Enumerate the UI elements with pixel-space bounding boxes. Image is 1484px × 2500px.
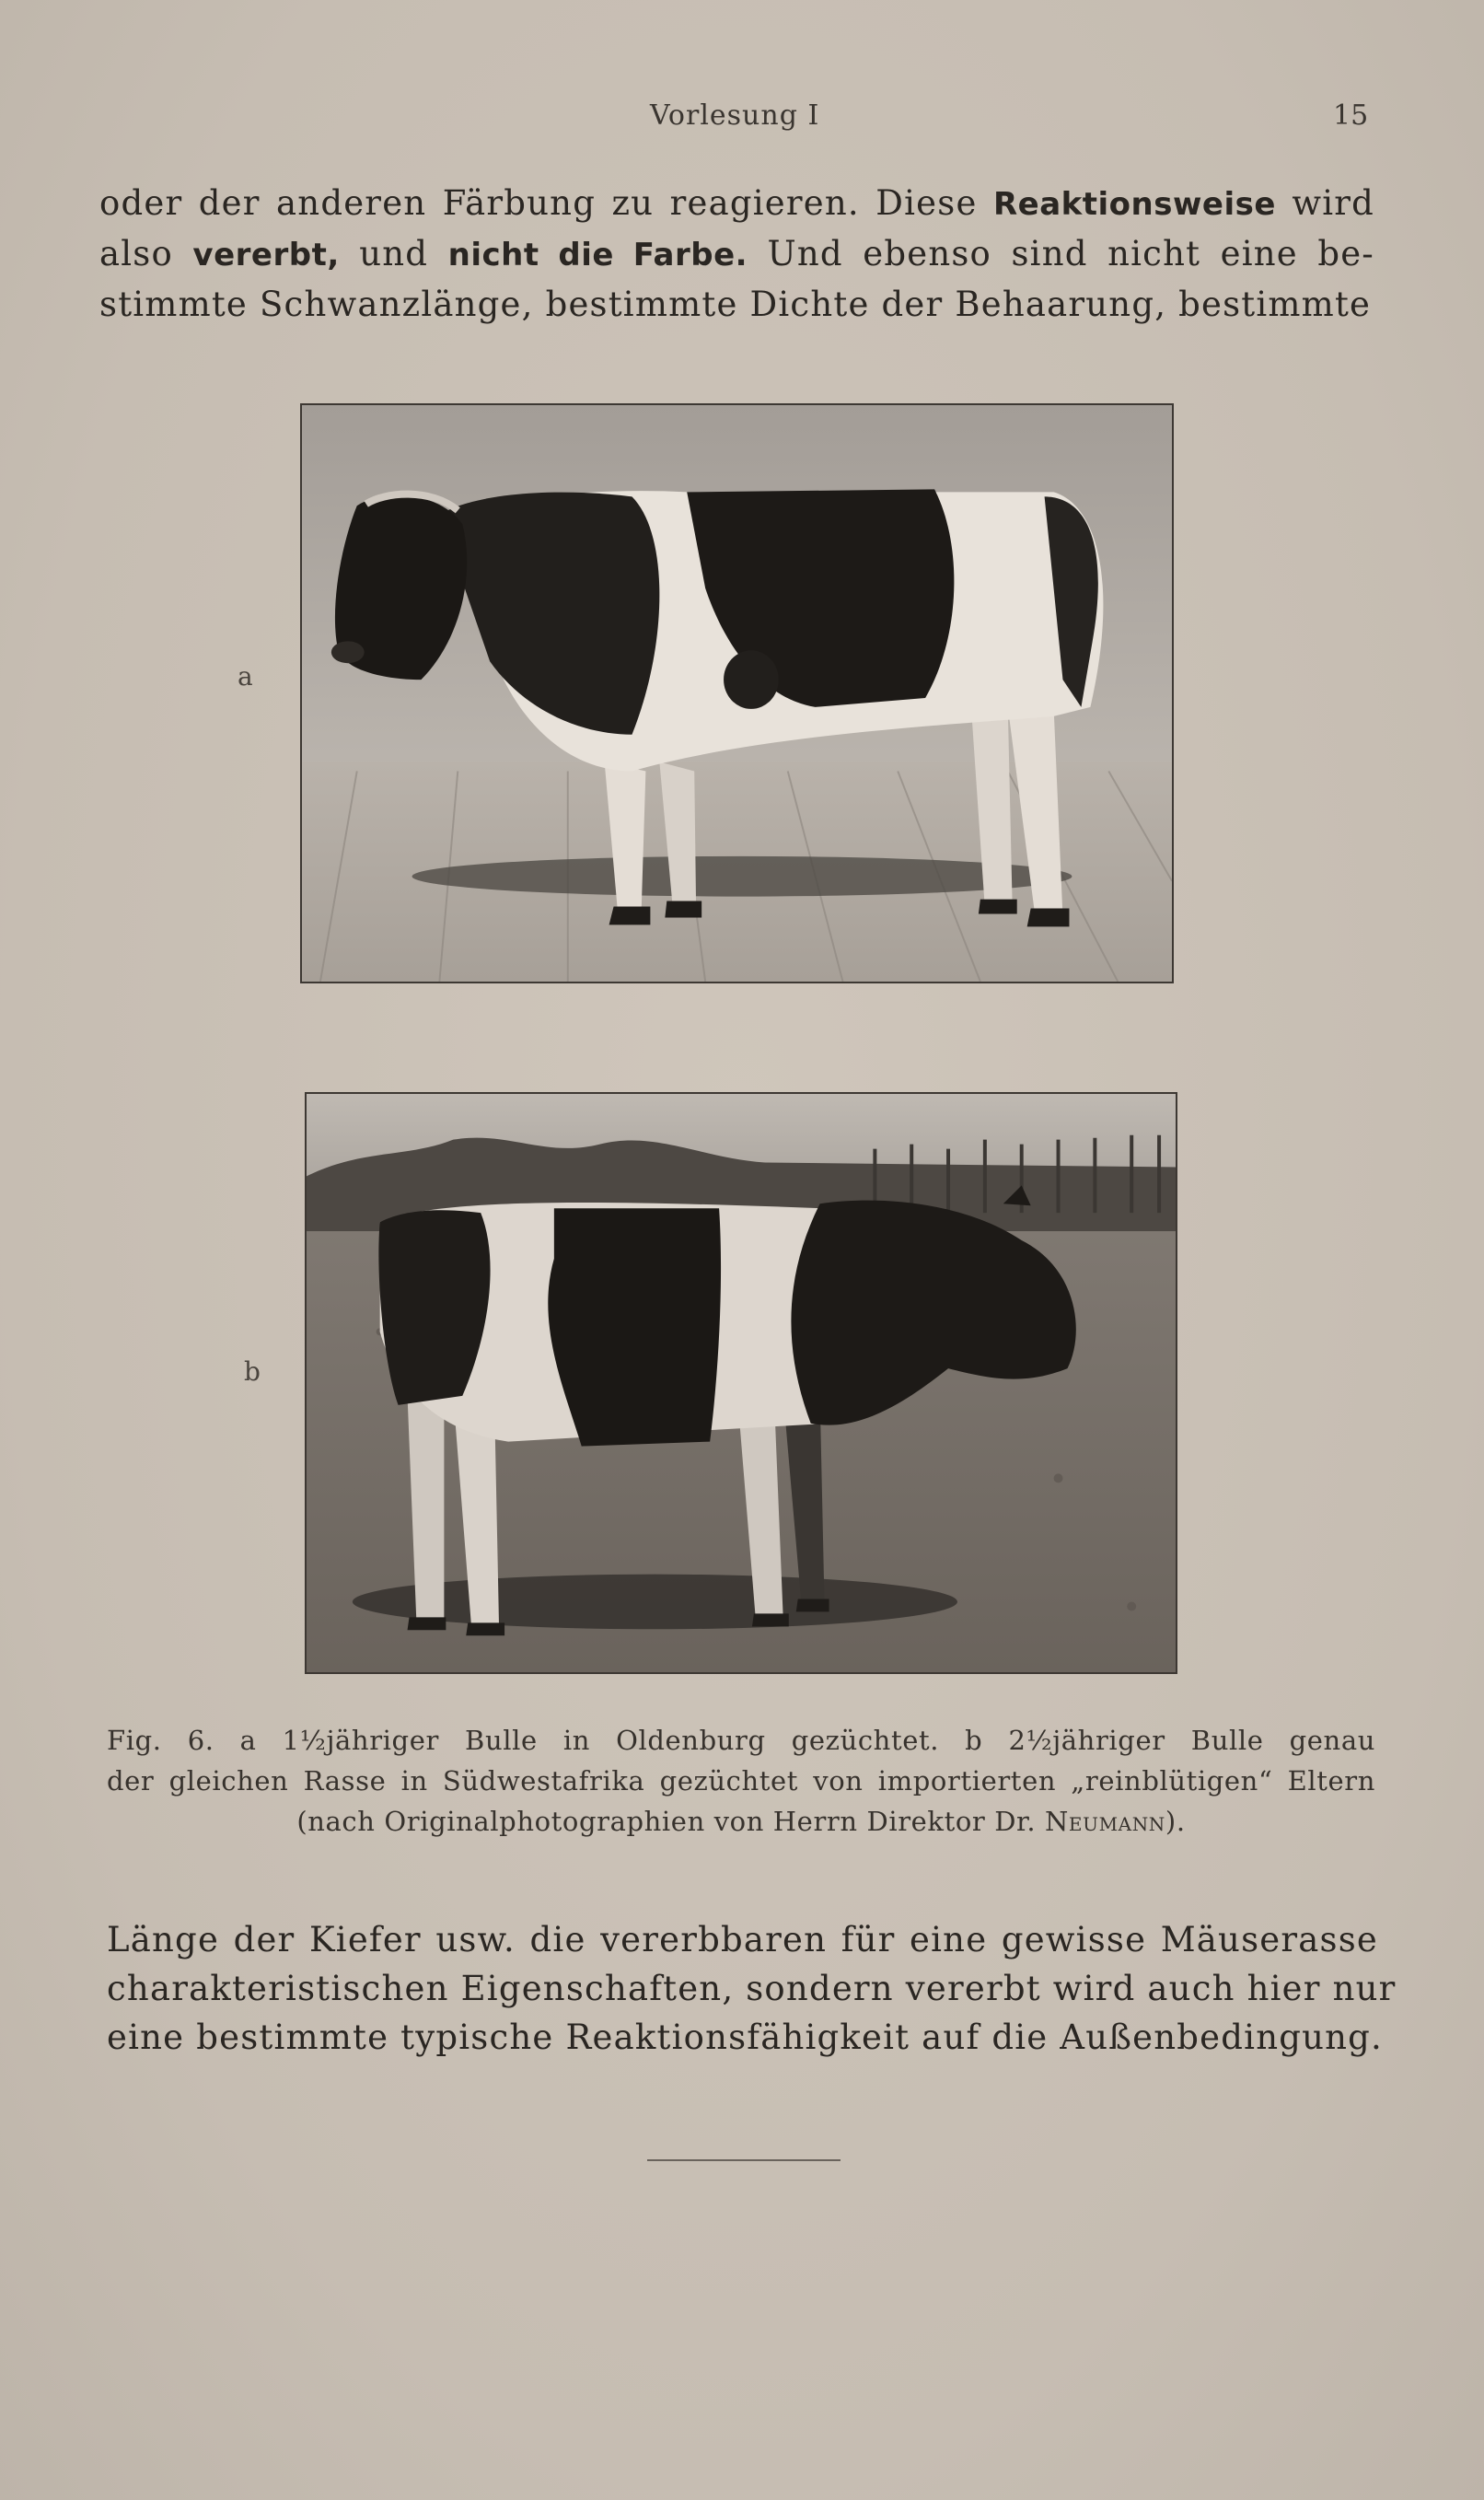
page-number: 15	[1333, 99, 1369, 132]
top-paragraph-line-3: stimmte Schwanzlänge, bestimmte Dichte der Behaarung, bestimmte	[99, 285, 1372, 324]
text-run: (nach Originalphotographien von Herrn Direktor Dr.	[296, 1806, 1045, 1837]
caption-line-1: Fig. 6. a 1½jähriger Bulle in Oldenburg gezüchtet. b 2½jähriger Bulle genau	[107, 1725, 1375, 1756]
text-run: oder der anderen Färbung zu reagieren. Diese	[99, 183, 993, 223]
bold-term-reaktionsweise: Reaktionsweise	[992, 186, 1276, 223]
text-run: Und ebenso sind nicht eine be-	[748, 234, 1375, 273]
bold-term-vererbt: vererbt,	[192, 237, 340, 273]
text-run: wird	[1275, 183, 1374, 223]
photo-bull-suedwestafrika	[305, 1092, 1177, 1674]
page-header	[0, 99, 1484, 136]
plate-label-b: b	[244, 1356, 261, 1387]
caption-line-3	[107, 1801, 1375, 1842]
section-divider-rule	[647, 2159, 841, 2161]
bottom-paragraph	[107, 1915, 1397, 2062]
caption-line-2: der gleichen Rasse in Südwestafrika gezüchtet von importierten „reinblütigen“ Eltern	[107, 1765, 1375, 1797]
photo-bull-oldenburg	[300, 403, 1174, 983]
author-name-neumann: Neumann	[1044, 1806, 1165, 1837]
bottom-paragraph-line-2: charakteristischen Eigenschaften, sondern vererbt wird auch hier nur	[107, 1969, 1397, 2008]
bull-a-image	[302, 405, 1172, 982]
text-run: also	[99, 234, 193, 273]
bold-term-nicht-die-farbe: nicht die Farbe.	[447, 237, 748, 273]
bull-b-image	[307, 1094, 1176, 1672]
text-run: ).	[1165, 1806, 1186, 1837]
text-run: und	[339, 234, 448, 273]
plate-label-a: a	[238, 661, 253, 692]
running-head: Vorlesung I	[650, 99, 820, 132]
bottom-paragraph-line-3: eine bestimmte typische Reaktionsfähigkeit auf die Außenbedingung.	[107, 2017, 1384, 2057]
bottom-paragraph-line-1: Länge der Kiefer usw. die vererbbaren für eine gewisse Mäuserasse	[107, 1920, 1378, 1959]
top-paragraph-line-2	[99, 229, 1374, 280]
figure-caption	[107, 1720, 1375, 1842]
top-paragraph	[99, 179, 1374, 329]
top-paragraph-line-1	[99, 179, 1374, 229]
